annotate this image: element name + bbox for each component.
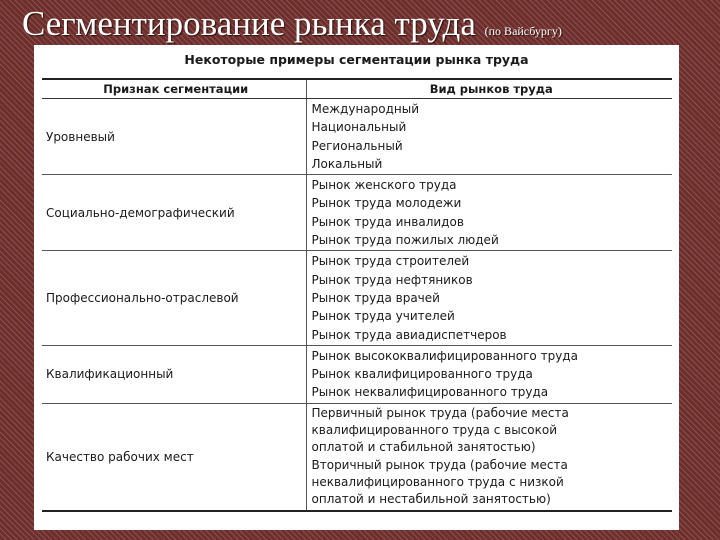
market-type: Рынок труда пожилых людей xyxy=(311,233,499,248)
market-type: оплатой и стабильной занятостью) xyxy=(311,440,536,455)
market-type: неквалифицированного труда с низкой xyxy=(311,474,564,489)
row-criterion: Качество рабочих мест xyxy=(42,403,306,510)
table-header-row xyxy=(42,79,672,99)
row-market-types xyxy=(306,99,672,175)
slide-title-source: (по Вайсбургу) xyxy=(484,24,562,38)
market-type: Рынок труда врачей xyxy=(311,290,440,305)
slide-title xyxy=(22,4,712,51)
row-criterion: Квалификационный xyxy=(42,345,306,403)
market-type: Рынок квалифицированного труда xyxy=(311,367,533,382)
market-type: Рынок труда молодежи xyxy=(311,196,462,211)
market-type: Рынок женского труда xyxy=(311,178,457,193)
table-row xyxy=(42,99,672,175)
row-criterion: Уровневый xyxy=(42,99,306,175)
table-row xyxy=(42,403,672,510)
market-type: Рынок труда инвалидов xyxy=(311,214,464,229)
row-market-types xyxy=(306,403,672,510)
market-type: Национальный xyxy=(311,120,407,135)
market-type: Международный xyxy=(311,102,420,116)
header-criterion: Признак сегментации xyxy=(42,79,306,99)
market-type: Вторичный рынок труда (рабочие места xyxy=(311,457,568,472)
market-type: Рынок труда нефтяников xyxy=(311,272,473,287)
row-market-types xyxy=(306,251,672,345)
market-type: квалифицированного труда с высокой xyxy=(311,423,558,438)
table-panel xyxy=(34,45,679,530)
table-row xyxy=(42,251,672,345)
market-type: Рынок труда учителей xyxy=(311,309,455,324)
table-row xyxy=(42,345,672,403)
row-criterion: Социально-демографический xyxy=(42,175,306,251)
header-market-types: Вид рынков труда xyxy=(306,79,672,99)
table-row xyxy=(42,175,672,251)
market-type: оплатой и нестабильной занятостью) xyxy=(311,492,551,507)
market-type: Рынок неквалифицированного труда xyxy=(311,385,549,400)
slide-title-text: Сегментирование рынка труда xyxy=(22,4,476,43)
market-type: Рынок высококвалифицированного труда xyxy=(311,348,578,363)
market-type: Первичный рынок труда (рабочие места xyxy=(311,405,569,420)
row-market-types xyxy=(306,345,672,403)
row-criterion: Профессионально-отраслевой xyxy=(42,251,306,345)
market-type: Рынок труда строителей xyxy=(311,254,470,269)
table-caption: Некоторые примеры сегментации рынка труда xyxy=(184,52,529,67)
segmentation-table xyxy=(42,78,672,512)
market-type: Локальный xyxy=(311,156,383,171)
market-type: Региональный xyxy=(311,138,403,153)
market-type: Рынок труда авиадиспетчеров xyxy=(311,327,507,342)
row-market-types xyxy=(306,175,672,251)
